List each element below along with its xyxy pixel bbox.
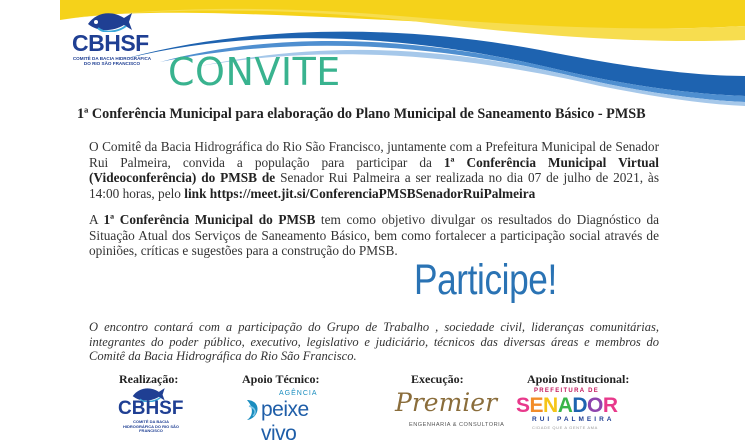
senador-letter: E <box>529 394 544 417</box>
participate-callout: Participe! <box>414 256 557 304</box>
senador-letter: R <box>602 394 618 417</box>
logo-brand: CBHSF <box>72 30 149 56</box>
footer-label-apoio-institucional: Apoio Institucional: <box>527 372 630 386</box>
objective-paragraph <box>89 212 659 259</box>
senador-letters <box>516 394 618 417</box>
footer-label-execucao: Execução: <box>411 372 464 386</box>
senador-name <box>516 394 618 418</box>
premier-name: Premier <box>395 388 498 417</box>
fish-icon <box>84 10 134 32</box>
peixe-vivo-name: peixe vivo <box>261 398 309 445</box>
senador-letter: O <box>587 394 603 417</box>
agencia-label: AGÊNCIA <box>279 390 318 397</box>
paragraph-text: A <box>89 212 104 227</box>
premier-logo <box>393 386 505 434</box>
footer-label-apoio-tecnico: Apoio Técnico: <box>242 372 320 386</box>
invitation-paragraph <box>89 139 659 201</box>
senador-logo <box>510 386 630 434</box>
city-name: RUI PALMEIRA <box>532 416 615 423</box>
footer-brand: CBHSF <box>118 398 184 419</box>
paragraph-bold: 1ª Conferência Municipal do PMSB <box>103 212 316 227</box>
paragraph-text: O Comitê da Bacia Hidrográfica do Rio São Francisco, juntamente com a Prefeitura Municipal de Senador Rui Palmeira, convida a população para participar da <box>89 139 659 170</box>
paragraph-bold: 1ª Conferência Municipal Virtual (Videoconferência) do PMSB de <box>89 154 659 186</box>
senador-letter: N <box>543 394 558 417</box>
page-title: CONVITE <box>168 50 341 94</box>
cbhsf-footer-logo <box>118 386 184 434</box>
senador-letter: D <box>572 394 588 417</box>
paragraph-text: Senador Rui Palmeira a ser realizada no dia 07 de julho de 2021, às 14:00 horas, pelo <box>89 170 659 201</box>
senador-letter: A <box>557 394 573 417</box>
event-heading: 1ª Conferência Municipal para elaboração do Plano Municipal de Saneamento Básico - PMSB <box>77 106 646 122</box>
footer-brand-subtitle: COMITÊ DA BACIA HIDROGRÁFICA DO RIO SÃO FRANCISCO <box>122 419 180 434</box>
meeting-link[interactable]: link https://meet.jit.si/ConferenciaPMSBSenadorRuiPalmeira <box>184 185 536 201</box>
closing-paragraph: O encontro contará com a participação do Grupo de Trabalho , sociedade civil, lideranças comunitárias, integrantes do poder público, executivo, legislativo e judiciário, técnicos das diversas áreas e membros do Comitê da Bacia Hidrográfica do Rio São Francisco. <box>89 320 659 364</box>
prefeitura-label: PREFEITURA DE <box>534 388 600 394</box>
senador-letter: S <box>516 394 530 417</box>
city-tagline: CIDADE QUE A GENTE AMA <box>532 425 598 430</box>
footer-label-realizacao: Realização: <box>119 372 179 386</box>
premier-subtitle: ENGENHARIA & CONSULTORIA <box>409 422 505 428</box>
logo-subtitle: COMITÊ DA BACIA HIDROGRÁFICA DO RIO SÃO FRANCISCO <box>72 56 152 67</box>
paragraph-text: tem como objetivo divulgar os resultados do Diagnóstico da Situação Atual dos Serviços de Saneamento Básico, bem como fortalecer a participação social através de opiniões, críticas e sugestões para a construção do PMSB. <box>89 212 660 259</box>
cbhsf-logo <box>72 10 152 72</box>
peixe-vivo-logo <box>245 386 341 445</box>
